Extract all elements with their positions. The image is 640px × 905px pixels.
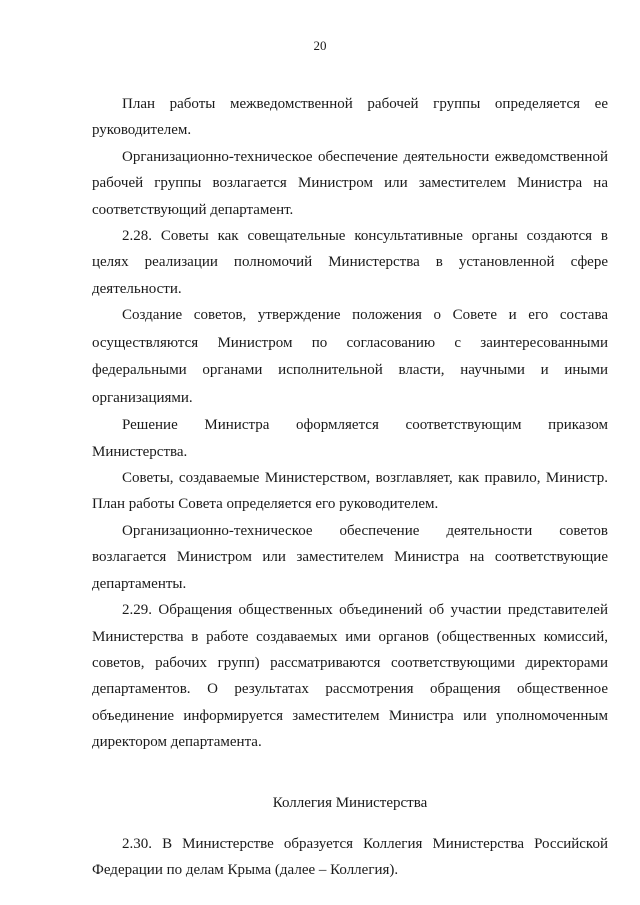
paragraph-work-plan: План работы межведомственной рабочей группы определяется ее руководителем. xyxy=(92,96,608,139)
paragraph-2-28-councils: 2.28. Советы как совещательные консультативные органы создаются в целях реализации полномочий Министерства в установленной сфере деятельности. xyxy=(92,228,608,297)
section-heading: Коллегия Министерства xyxy=(272,794,428,811)
page-number: 20 xyxy=(313,38,327,53)
paragraph-minister-decision: Решение Министра оформляется соответствующим приказом Министерства. xyxy=(92,417,608,460)
paragraph-council-head: Советы, создаваемые Министерством, возглавляет, как правило, Министр. План работы Совета определяется его руководителем. xyxy=(92,470,608,513)
paragraph-2-30-collegium: 2.30. В Министерстве образуется Коллегия Министерства Российской Федерации по делам Крыма (далее – Коллегия). xyxy=(92,835,608,879)
paragraph-council-support: Организационно-техническое обеспечение деятельности советов возлагается Министром или заместителем Министра на соответствующие департаменты. xyxy=(92,522,608,592)
paragraph-council-creation: Создание советов, утверждение положения о Совете и его состава осуществляются Министром по согласованию с заинтересованными федеральными органами исполнительной власти, научными и иными организациями. xyxy=(92,307,608,406)
paragraph-working-group-support: Организационно-техническое обеспечение деятельности ежведомственной рабочей группы возлагается Министром или заместителем Министра на соответствующий департамент. xyxy=(92,148,608,218)
document-body xyxy=(92,91,608,884)
paragraph-2-29-appeals: 2.29. Обращения общественных объединений об участии представителей Министерства в работе создаваемых ими органов (общественных комиссий, советов, рабочих групп) рассматриваются соответствующими директорами департаментов. О результатах рассмотрения обращения общественное объединение информируется заместителем Министра или уполномоченным директором департамента. xyxy=(92,602,608,751)
